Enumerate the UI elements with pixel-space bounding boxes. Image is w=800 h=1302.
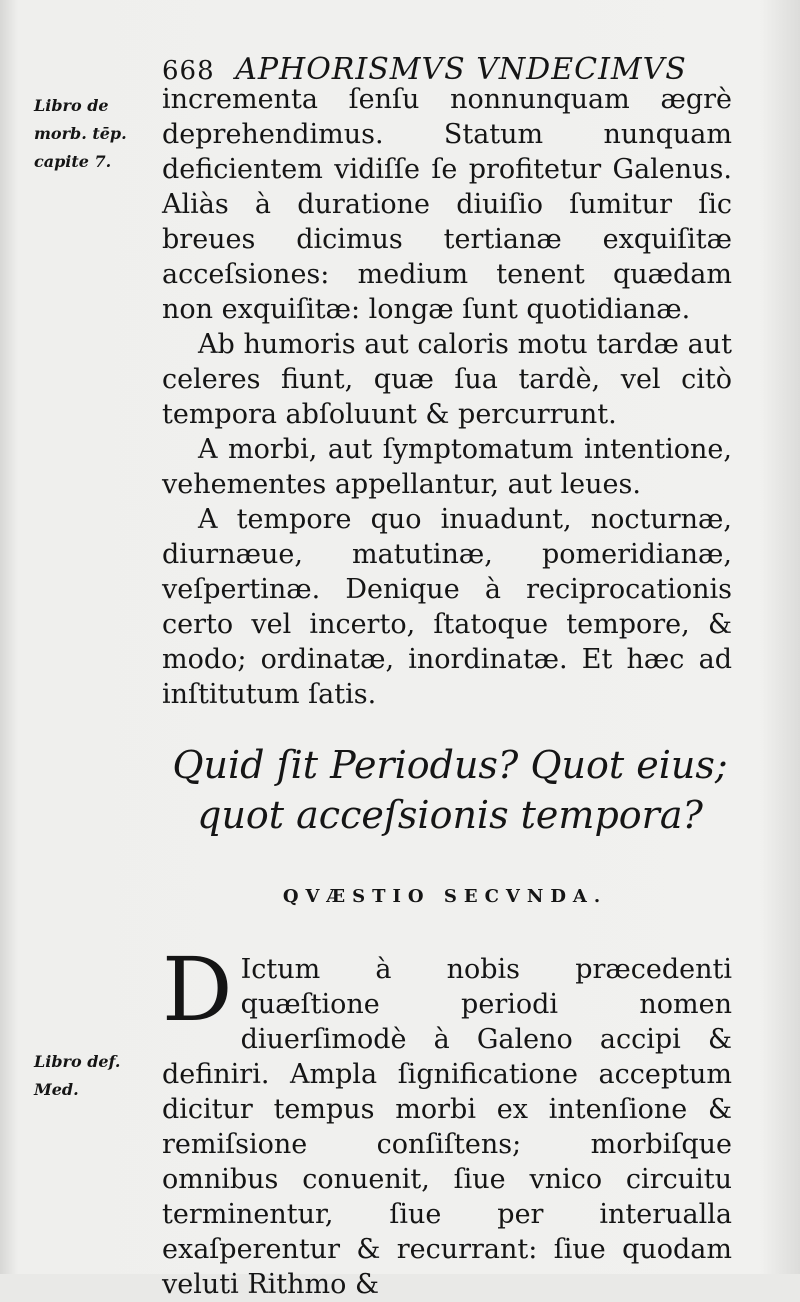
paragraph: Ab humoris aut caloris motu tardæ aut celeres fiunt, quæ ſua tardè, vel citò tempora abſoluunt & percurrunt. <box>162 329 732 430</box>
text-block-top <box>162 82 732 712</box>
question-heading: QVÆSTIO SECVNDA. <box>282 886 608 907</box>
margin-note-line: capite 7. <box>34 152 112 171</box>
page-number: 668 <box>162 56 215 86</box>
margin-note-1 <box>34 92 127 176</box>
drop-cap: D <box>162 938 233 1041</box>
margin-note-2 <box>34 1048 120 1104</box>
running-title: APHORISMVS VNDECIMVS <box>235 52 687 87</box>
paragraph: A tempore quo inuadunt, nocturnæ, diurnæue, matutinæ, pomeridianæ, veſpertinæ. Denique à reciprocationis certo vel incerto, ſtatoque tempore, & modo; ordinatæ, inordinatæ. Et hæc ad inſtitutum ſatis. <box>162 504 732 710</box>
margin-note-line: Libro def. <box>34 1052 121 1071</box>
margin-note-line: Med. <box>34 1080 79 1099</box>
section-title <box>140 740 760 840</box>
paragraph: A morbi, aut ſymptomatum intentione, vehementes appellantur, aut leues. <box>162 434 732 500</box>
section-title-line-1: Quid ſit Periodus? Quot eius; <box>172 743 728 787</box>
margin-note-line: Libro de <box>34 96 109 115</box>
margin-note-line: morb. tēp. <box>34 124 127 143</box>
section-title-line-2: quot acceſsionis tempora? <box>197 793 703 837</box>
paragraph: Ictum à nobis præcedenti quæſtione periodi nomen diuerſimodè à Galeno accipi & definiri. Ampla ſignificatione acceptum dicitur tempus morbi ex intenſione & remiſsione conſiſtens; morbiſque omnibus conuenit, ſiue vnico circuitu terminentur, ſiue per interualla exaſperentur & recurrant: ſiue quodam veluti Rithmo & <box>162 954 732 1300</box>
paragraph: incrementa ſenſu nonnunquam ægrè deprehendimus. Statum nunquam deficientem vidiſſe ſe profitetur Galenus. Aliàs à duratione diuiſio ſumitur ſic breues dicimus tertianæ exquiſitæ acceſsiones: medium tenent quædam non exquiſitæ: longæ ſunt quotidianæ. <box>162 84 732 325</box>
text-block-bottom <box>162 938 732 1302</box>
